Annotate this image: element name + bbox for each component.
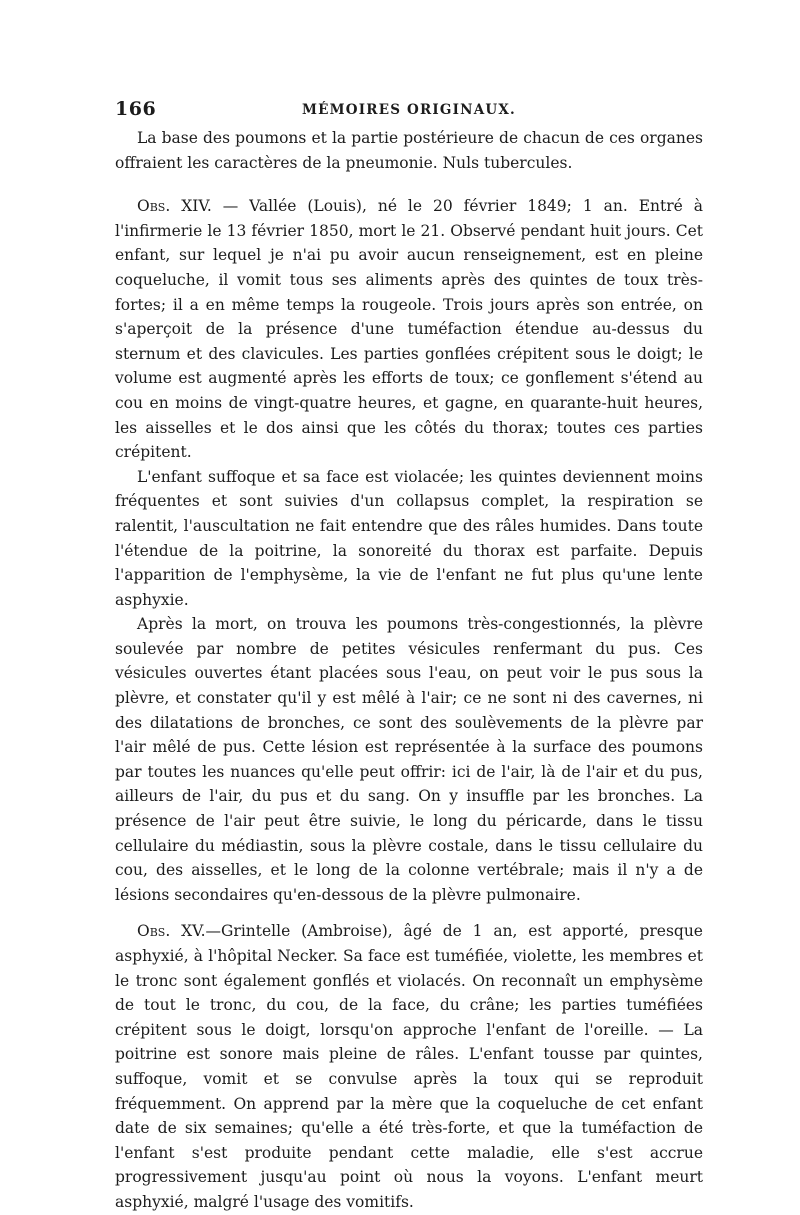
page-header — [115, 98, 703, 126]
page-number: 166 — [115, 98, 157, 120]
paragraph-text: L'enfant suffoque et sa face est violacée; les quintes deviennent moins fréquentes et sont suivies d'un collapsus complet, la respiration se ralentit, l'auscultation ne fait entendre que des râles humides. Dans toute l'étendue de la poitrine, la sonoreité du thorax est parfaite. Depuis l'apparition de l'emphysème, la vie de l'enfant ne fut plus qu'une lente asphyxie. — [115, 467, 703, 609]
book-page — [115, 98, 703, 1215]
observation-label: Obs. XV. — [137, 922, 206, 941]
paragraph-lung-findings — [115, 126, 703, 175]
paragraph-text: — Vallée (Louis), né le 20 février 1849; 1 an. Entré à l'infirmerie le 13 février 1850, mort le 21. Observé pendant huit jours. Cet enfant, sur lequel je n'ai pu avoir aucun renseignement, est en pleine coqueluche, il vomit tous ses aliments après des quintes de toux très-fortes; il a en même temps la rougeole. Trois jours après son entrée, on s'aperçoit de la présence d'une tuméfaction étendue au-dessus du sternum et des clavicules. Les parties gonflées crépitent sous le doigt; le volume est augmenté après les efforts de toux; ce gonflement s'étend au cou en moins de vingt-quatre heures, et gagne, en quarante-huit heures, les aisselles et le dos ainsi que les côtés du thorax; toutes ces parties crépitent. — [115, 197, 704, 462]
paragraph-text: —Grintelle (Ambroise), âgé de 1 an, est apporté, presque asphyxié, à l'hôpital Necker. Sa face est tuméfiée, violette, les membres et le tronc sont également gonflés et violacés. On reconnaît un emphysème de tout le tronc, du cou, de la face, du crâne; les parties tuméfiées crépitent sous le doigt, lorsqu'on approche l'enfant de l'oreille. — La poitrine est sonore mais pleine de râles. L'enfant tousse par quintes, suffoque, vomit et se convulse après la toux qui se reproduit fréquemment. On apprend par la mère que la coqueluche de cet enfant date de six semaines; qu'elle a été très-forte, et que la tuméfaction de l'enfant s'est produite pendant cette maladie, elle s'est accrue progressivement jusqu'au point où nous la voyons. L'enfant meurt asphyxié, malgré l'usage des vomitifs. — [115, 922, 703, 1211]
observation-label: Obs. XIV. — [137, 197, 212, 216]
paragraph-text: La base des poumons et la partie postérieure de chacun de ces organes offraient les caractères de la pneumonie. Nuls tubercules. — [115, 129, 703, 172]
body-text — [115, 126, 703, 1215]
running-title: MÉMOIRES ORIGINAUX. — [302, 102, 516, 118]
paragraph-text: Après la mort, on trouva les poumons très-congestionnés, la plèvre soulevée par nombre de petites vésicules renfermant du pus. Ces vésicules ouvertes étant placées sous l'eau, on peut voir le pus sous la plèvre, et constater qu'il y est mêlé à l'air; ce ne sont ni des cavernes, ni des dilatations de bronches, ce sont des soulèvements de la plèvre par l'air mêlé de pus. Cette lésion est représentée à la surface des poumons par toutes les nuances qu'elle peut offrir: ici de l'air, là de l'air et du pus, ailleurs de l'air, du pus et du sang. On y insuffle par les bronches. La présence de l'air peut être suivie, le long du péricarde, dans le tissu cellulaire du médiastin, sous la plèvre costale, dans le tissu cellulaire du cou, des aisselles, et le long de la colonne vertébrale; mais il n'y a de lésions secondaires qu'en-dessous de la plèvre pulmonaire. — [115, 615, 703, 904]
observation-xiv — [115, 194, 703, 465]
paragraph-suffocation — [115, 465, 703, 613]
observation-xv — [115, 919, 703, 1214]
paragraph-autopsy — [115, 612, 703, 907]
